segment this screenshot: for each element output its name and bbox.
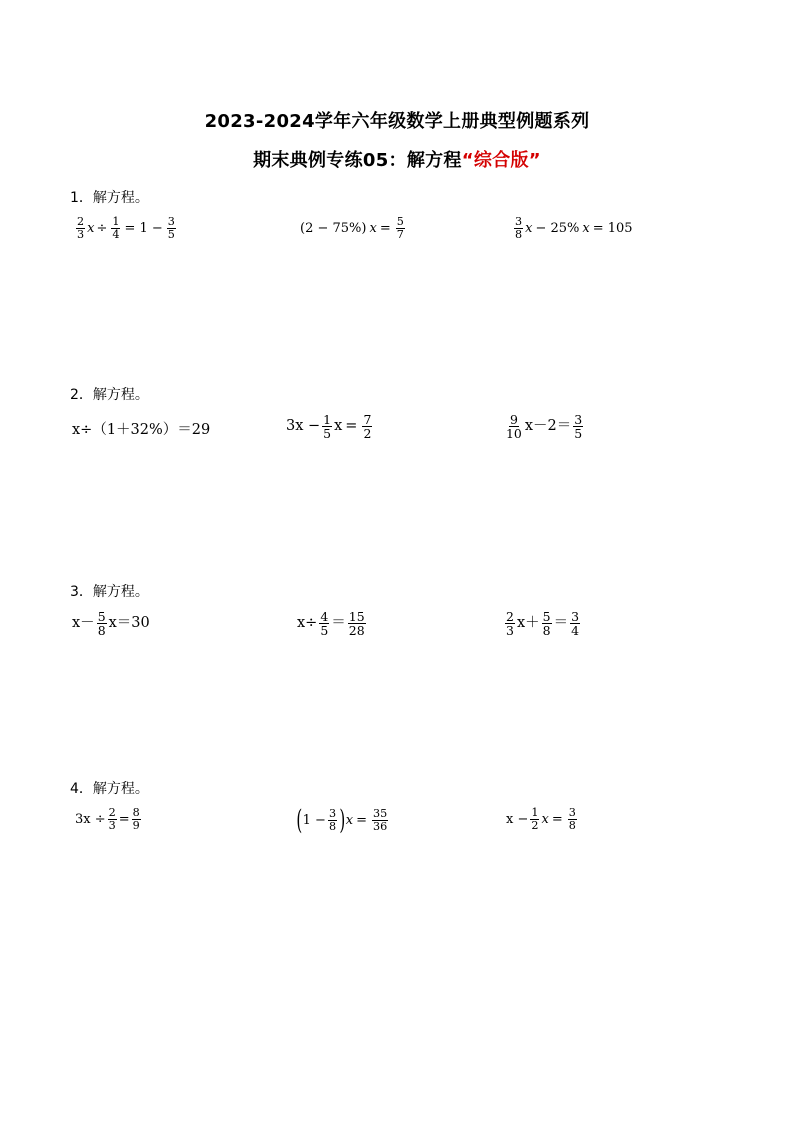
fraction xyxy=(505,413,523,440)
expression-text: x－ xyxy=(72,615,95,632)
denominator: 9 xyxy=(132,818,140,832)
fraction xyxy=(328,808,337,832)
variable: x xyxy=(87,220,95,236)
right-paren: ) xyxy=(339,805,346,836)
equation-1a xyxy=(74,216,178,240)
left-paren: ( xyxy=(300,220,306,236)
subtitle-highlight: “综合版” xyxy=(461,150,541,171)
fraction xyxy=(514,216,523,240)
equals-sign: ＝ xyxy=(553,615,569,632)
denominator: 8 xyxy=(515,227,523,241)
equals-sign: = xyxy=(118,811,130,827)
numerator: 5 xyxy=(97,609,106,624)
question-2-heading: 2．解方程。 xyxy=(70,387,149,403)
fraction xyxy=(319,610,329,637)
denominator: 3 xyxy=(108,818,116,832)
expression-text: x − xyxy=(506,811,529,827)
numerator: 35 xyxy=(372,807,388,821)
numerator: 1 xyxy=(323,412,332,427)
equals-sign: = xyxy=(379,220,391,236)
denominator: 5 xyxy=(574,426,583,442)
equals-sign: = xyxy=(345,418,358,435)
equation-1b xyxy=(300,216,407,240)
equation-2a xyxy=(72,423,210,438)
fraction xyxy=(108,807,117,831)
expression-text: 3x − xyxy=(286,418,321,435)
subtitle-main: 期末典例专练05：解方程 xyxy=(253,150,462,171)
fraction xyxy=(97,610,107,637)
denominator: 5 xyxy=(323,426,332,442)
question-3-heading: 3．解方程。 xyxy=(70,584,149,600)
numerator: 3 xyxy=(328,807,337,821)
equation-1c xyxy=(512,216,633,240)
fraction xyxy=(111,216,120,240)
expression-text: x－2＝ xyxy=(524,418,572,435)
numerator: 15 xyxy=(348,609,365,624)
equation-4b xyxy=(296,807,390,834)
numerator: 3 xyxy=(167,215,175,228)
numerator: 5 xyxy=(542,609,551,624)
operator: ÷ xyxy=(96,220,108,236)
denominator: 8 xyxy=(568,818,576,832)
denominator: 8 xyxy=(328,820,337,834)
equation-3c xyxy=(503,610,582,637)
numerator: 5 xyxy=(396,215,404,228)
numerator: 3 xyxy=(571,609,579,624)
variable: x xyxy=(582,220,590,236)
denominator: 5 xyxy=(320,623,329,639)
denominator: 10 xyxy=(506,426,522,442)
fraction xyxy=(132,807,141,831)
numerator: 2 xyxy=(77,215,85,228)
expression-text: 2 − 75% xyxy=(305,220,362,236)
question-4-heading: 4．解方程。 xyxy=(70,781,149,797)
fraction xyxy=(76,216,85,240)
denominator: 3 xyxy=(506,623,514,639)
fraction xyxy=(542,610,552,637)
denominator: 2 xyxy=(363,426,372,442)
fraction xyxy=(322,413,332,440)
equals-sign: = xyxy=(356,813,367,829)
numerator: 3 xyxy=(574,412,583,427)
numerator: 1 xyxy=(112,215,120,228)
fraction xyxy=(362,413,372,440)
denominator: 4 xyxy=(112,227,120,241)
numerator: 1 xyxy=(531,806,539,819)
fraction xyxy=(570,610,580,637)
numerator: 3 xyxy=(568,806,576,819)
equation-2b xyxy=(286,413,374,440)
numerator: 3 xyxy=(515,215,523,228)
equation-4c xyxy=(506,807,579,831)
expression-text: x＝30 xyxy=(108,615,150,632)
numerator: 4 xyxy=(320,609,329,624)
fraction xyxy=(505,610,515,637)
numerator: 2 xyxy=(108,806,116,819)
expression-text: = 105 xyxy=(592,220,633,236)
page-subtitle xyxy=(0,146,794,172)
expression-text: − 25% xyxy=(535,220,580,236)
equals-sign: ＝ xyxy=(331,615,346,632)
equals-sign: = xyxy=(551,811,563,827)
variable: x xyxy=(369,220,377,236)
fraction xyxy=(348,610,366,637)
variable: x xyxy=(541,811,549,827)
equation-4a xyxy=(75,807,143,831)
numerator: 2 xyxy=(506,609,514,624)
denominator: 8 xyxy=(97,623,106,639)
variable: x xyxy=(525,220,533,236)
left-paren: ( xyxy=(296,805,303,836)
numerator: 9 xyxy=(509,412,518,427)
expression-text: x＋ xyxy=(516,615,540,632)
denominator: 28 xyxy=(348,623,365,639)
fraction xyxy=(167,216,176,240)
expression-text: x÷（1＋32%）＝29 xyxy=(72,422,211,438)
right-paren: ) xyxy=(361,220,367,236)
denominator: 2 xyxy=(531,818,539,832)
denominator: 36 xyxy=(372,820,388,834)
expression-text: = 1 − xyxy=(124,220,163,236)
expression-text: x÷ xyxy=(297,615,318,632)
denominator: 4 xyxy=(571,623,579,639)
fraction xyxy=(396,216,405,240)
expression-text: 1 − xyxy=(302,813,326,829)
fraction xyxy=(372,808,388,832)
equation-2c xyxy=(503,413,585,440)
fraction xyxy=(573,413,583,440)
fraction xyxy=(530,807,539,831)
denominator: 5 xyxy=(167,227,175,241)
numerator: 7 xyxy=(363,412,372,427)
variable: x xyxy=(345,813,354,829)
denominator: 8 xyxy=(542,623,551,639)
equation-3a xyxy=(72,610,150,637)
variable: x xyxy=(334,418,343,435)
denominator: 7 xyxy=(396,227,404,241)
equation-3b xyxy=(297,610,368,637)
denominator: 3 xyxy=(77,227,85,241)
page-title: 2023-2024学年六年级数学上册典型例题系列 xyxy=(204,111,590,132)
question-1-heading: 1．解方程。 xyxy=(70,190,149,206)
expression-text: 3x ÷ xyxy=(75,811,106,827)
numerator: 8 xyxy=(132,806,140,819)
fraction xyxy=(568,807,577,831)
